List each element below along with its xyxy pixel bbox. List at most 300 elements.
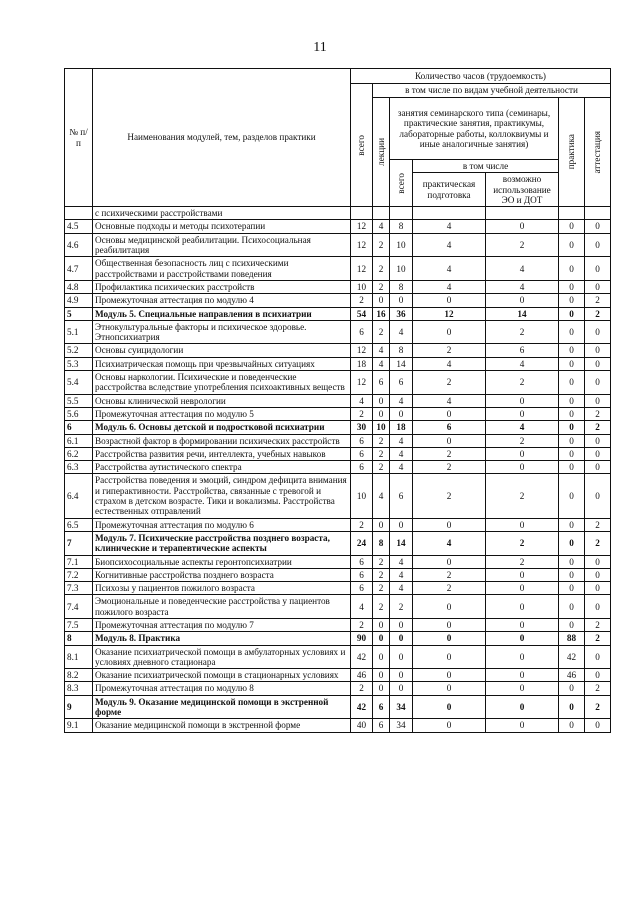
practical-training-hours: 2 bbox=[413, 371, 486, 395]
header-incl-by-activity: в том числе по видам учебной деятельности bbox=[373, 84, 611, 98]
total-hours: 40 bbox=[351, 719, 373, 732]
row-number: 6 bbox=[65, 421, 93, 434]
eo-dot-hours: 2 bbox=[486, 474, 559, 518]
attestation-hours: 2 bbox=[585, 407, 611, 420]
row-title: Оказание психиатрической помощи в стационарных условиях bbox=[93, 669, 351, 682]
practice-hours: 0 bbox=[559, 371, 585, 395]
seminar-hours: 8 bbox=[390, 220, 413, 233]
total-hours: 2 bbox=[351, 518, 373, 531]
eo-dot-hours: 4 bbox=[486, 257, 559, 281]
total-hours: 4 bbox=[351, 394, 373, 407]
table-row bbox=[65, 531, 611, 555]
attestation-hours: 0 bbox=[585, 595, 611, 619]
total-hours: 2 bbox=[351, 407, 373, 420]
table-row bbox=[65, 682, 611, 695]
attestation-hours: 2 bbox=[585, 632, 611, 645]
row-number bbox=[65, 207, 93, 220]
header-seminar: занятия семинарского типа (семинары, практические занятия, практикумы, лабораторные работы, коллоквиумы и иные аналогичные занятия) bbox=[390, 98, 559, 160]
attestation-hours: 0 bbox=[585, 461, 611, 474]
lecture-hours: 0 bbox=[373, 669, 390, 682]
lecture-hours: 8 bbox=[373, 531, 390, 555]
total-hours: 6 bbox=[351, 568, 373, 581]
practice-hours: 0 bbox=[559, 394, 585, 407]
total-hours: 6 bbox=[351, 447, 373, 460]
total-hours: 2 bbox=[351, 682, 373, 695]
table-row bbox=[65, 434, 611, 447]
row-number: 7.3 bbox=[65, 582, 93, 595]
row-number: 5.1 bbox=[65, 320, 93, 344]
eo-dot-hours: 0 bbox=[486, 682, 559, 695]
eo-dot-hours: 0 bbox=[486, 695, 559, 719]
practical-training-hours: 4 bbox=[413, 357, 486, 370]
practice-hours: 0 bbox=[559, 294, 585, 307]
table-row bbox=[65, 421, 611, 434]
page-number: 11 bbox=[313, 40, 327, 55]
table-row bbox=[65, 257, 611, 281]
practical-training-hours: 12 bbox=[413, 307, 486, 320]
eo-dot-hours: 4 bbox=[486, 357, 559, 370]
lecture-hours: 0 bbox=[373, 645, 390, 669]
eo-dot-hours: 0 bbox=[486, 618, 559, 631]
seminar-hours: 4 bbox=[390, 582, 413, 595]
attestation-hours: 0 bbox=[585, 645, 611, 669]
practice-hours: 42 bbox=[559, 645, 585, 669]
row-title: Модуль 7. Психические расстройства позднего возраста, клинические и терапевтические аспекты bbox=[93, 531, 351, 555]
attestation-hours: 0 bbox=[585, 555, 611, 568]
seminar-hours: 4 bbox=[390, 434, 413, 447]
practical-training-hours: 0 bbox=[413, 294, 486, 307]
practice-hours: 0 bbox=[559, 719, 585, 732]
attestation-hours: 0 bbox=[585, 220, 611, 233]
row-title: Промежуточная аттестация по модулю 4 bbox=[93, 294, 351, 307]
seminar-hours: 4 bbox=[390, 555, 413, 568]
total-hours: 90 bbox=[351, 632, 373, 645]
table-row bbox=[65, 371, 611, 395]
seminar-hours: 4 bbox=[390, 320, 413, 344]
header-practice: практика bbox=[566, 134, 577, 170]
seminar-hours: 18 bbox=[390, 421, 413, 434]
attestation-hours: 0 bbox=[585, 280, 611, 293]
table-row bbox=[65, 461, 611, 474]
eo-dot-hours: 0 bbox=[486, 669, 559, 682]
practical-training-hours: 4 bbox=[413, 220, 486, 233]
total-hours: 4 bbox=[351, 595, 373, 619]
practical-training-hours: 0 bbox=[413, 645, 486, 669]
row-number: 7.4 bbox=[65, 595, 93, 619]
lecture-hours: 0 bbox=[373, 394, 390, 407]
row-title: Модуль 5. Специальные направления в психиатрии bbox=[93, 307, 351, 320]
eo-dot-hours: 0 bbox=[486, 595, 559, 619]
practical-training-hours: 4 bbox=[413, 531, 486, 555]
row-number: 4.6 bbox=[65, 233, 93, 257]
lecture-hours: 2 bbox=[373, 320, 390, 344]
total-hours: 12 bbox=[351, 344, 373, 357]
lecture-hours: 0 bbox=[373, 294, 390, 307]
row-title: Основы клинической неврологии bbox=[93, 394, 351, 407]
practical-training-hours: 4 bbox=[413, 394, 486, 407]
lecture-hours: 2 bbox=[373, 582, 390, 595]
attestation-hours: 2 bbox=[585, 421, 611, 434]
eo-dot-hours: 0 bbox=[486, 568, 559, 581]
practical-training-hours: 2 bbox=[413, 568, 486, 581]
practice-hours: 0 bbox=[559, 320, 585, 344]
seminar-hours: 14 bbox=[390, 531, 413, 555]
lecture-hours: 2 bbox=[373, 568, 390, 581]
header-practical: практическая подготовка bbox=[413, 173, 486, 207]
total-hours: 2 bbox=[351, 294, 373, 307]
lecture-hours: 6 bbox=[373, 695, 390, 719]
attestation-hours: 0 bbox=[585, 233, 611, 257]
eo-dot-hours: 0 bbox=[486, 461, 559, 474]
row-title: Основы медицинской реабилитации. Психосоциальная реабилитация bbox=[93, 233, 351, 257]
row-number: 9.1 bbox=[65, 719, 93, 732]
curriculum-table bbox=[64, 68, 611, 733]
lecture-hours bbox=[373, 207, 390, 220]
practice-hours: 0 bbox=[559, 233, 585, 257]
header-num: № п/п bbox=[65, 69, 93, 207]
total-hours: 6 bbox=[351, 461, 373, 474]
header-attestation-cell bbox=[585, 98, 611, 207]
eo-dot-hours: 2 bbox=[486, 320, 559, 344]
eo-dot-hours: 2 bbox=[486, 531, 559, 555]
attestation-hours: 0 bbox=[585, 344, 611, 357]
attestation-hours: 0 bbox=[585, 320, 611, 344]
practical-training-hours: 0 bbox=[413, 320, 486, 344]
practice-hours: 46 bbox=[559, 669, 585, 682]
row-title: Возрастной фактор в формировании психических расстройств bbox=[93, 434, 351, 447]
lecture-hours: 0 bbox=[373, 682, 390, 695]
eo-dot-hours: 2 bbox=[486, 233, 559, 257]
practice-hours: 0 bbox=[559, 421, 585, 434]
total-hours: 2 bbox=[351, 618, 373, 631]
total-hours: 6 bbox=[351, 555, 373, 568]
header-name: Наименования модулей, тем, разделов практики bbox=[93, 69, 351, 207]
table-row bbox=[65, 220, 611, 233]
attestation-hours: 0 bbox=[585, 371, 611, 395]
row-title: Модуль 8. Практика bbox=[93, 632, 351, 645]
row-number: 5.6 bbox=[65, 407, 93, 420]
row-title: Общественная безопасность лиц с психическими расстройствами и расстройствами поведения bbox=[93, 257, 351, 281]
attestation-hours: 0 bbox=[585, 257, 611, 281]
table-row bbox=[65, 669, 611, 682]
practice-hours: 0 bbox=[559, 434, 585, 447]
row-title: Основные подходы и методы психотерапии bbox=[93, 220, 351, 233]
practice-hours: 0 bbox=[559, 595, 585, 619]
eo-dot-hours bbox=[486, 207, 559, 220]
practical-training-hours: 0 bbox=[413, 595, 486, 619]
practice-hours: 0 bbox=[559, 307, 585, 320]
header-sem-total-cell bbox=[390, 160, 413, 207]
practice-hours: 0 bbox=[559, 280, 585, 293]
total-hours: 12 bbox=[351, 233, 373, 257]
practice-hours: 0 bbox=[559, 531, 585, 555]
row-number: 9 bbox=[65, 695, 93, 719]
row-number: 4.8 bbox=[65, 280, 93, 293]
lecture-hours: 2 bbox=[373, 595, 390, 619]
table-row bbox=[65, 555, 611, 568]
lecture-hours: 10 bbox=[373, 421, 390, 434]
practice-hours: 0 bbox=[559, 407, 585, 420]
row-number: 7 bbox=[65, 531, 93, 555]
lecture-hours: 2 bbox=[373, 461, 390, 474]
practice-hours: 0 bbox=[559, 344, 585, 357]
row-number: 7.1 bbox=[65, 555, 93, 568]
seminar-hours: 4 bbox=[390, 394, 413, 407]
row-number: 8.2 bbox=[65, 669, 93, 682]
practical-training-hours: 4 bbox=[413, 233, 486, 257]
table-row bbox=[65, 307, 611, 320]
seminar-hours: 6 bbox=[390, 474, 413, 518]
practice-hours: 0 bbox=[559, 518, 585, 531]
seminar-hours: 4 bbox=[390, 461, 413, 474]
row-title: Промежуточная аттестация по модулю 8 bbox=[93, 682, 351, 695]
practical-training-hours: 0 bbox=[413, 555, 486, 568]
eo-dot-hours: 0 bbox=[486, 394, 559, 407]
table-header bbox=[65, 69, 611, 207]
total-hours: 6 bbox=[351, 582, 373, 595]
practical-training-hours: 6 bbox=[413, 421, 486, 434]
total-hours: 54 bbox=[351, 307, 373, 320]
seminar-hours: 4 bbox=[390, 447, 413, 460]
table-row bbox=[65, 394, 611, 407]
attestation-hours: 0 bbox=[585, 582, 611, 595]
table-row bbox=[65, 474, 611, 518]
lecture-hours: 2 bbox=[373, 447, 390, 460]
practical-training-hours: 0 bbox=[413, 518, 486, 531]
row-number: 6.2 bbox=[65, 447, 93, 460]
total-hours: 12 bbox=[351, 371, 373, 395]
total-hours: 42 bbox=[351, 695, 373, 719]
total-hours: 10 bbox=[351, 474, 373, 518]
table-row bbox=[65, 618, 611, 631]
attestation-hours: 2 bbox=[585, 307, 611, 320]
row-number: 6.4 bbox=[65, 474, 93, 518]
lecture-hours: 6 bbox=[373, 371, 390, 395]
row-number: 6.3 bbox=[65, 461, 93, 474]
practice-hours: 0 bbox=[559, 582, 585, 595]
eo-dot-hours: 4 bbox=[486, 421, 559, 434]
header-incl: в том числе bbox=[413, 160, 559, 173]
seminar-hours: 0 bbox=[390, 518, 413, 531]
practical-training-hours: 2 bbox=[413, 474, 486, 518]
header-lectures: лекции bbox=[375, 138, 386, 167]
row-title: Когнитивные расстройства позднего возраста bbox=[93, 568, 351, 581]
row-number: 8 bbox=[65, 632, 93, 645]
eo-dot-hours: 2 bbox=[486, 434, 559, 447]
eo-dot-hours: 6 bbox=[486, 344, 559, 357]
row-title: Оказание психиатрической помощи в амбулаторных условиях и условиях дневного стационара bbox=[93, 645, 351, 669]
lecture-hours: 0 bbox=[373, 618, 390, 631]
header-lectures-cell bbox=[373, 98, 390, 207]
seminar-hours: 2 bbox=[390, 595, 413, 619]
row-number: 7.2 bbox=[65, 568, 93, 581]
row-title: Биопсихосоциальные аспекты геронтопсихиатрии bbox=[93, 555, 351, 568]
lecture-hours: 16 bbox=[373, 307, 390, 320]
eo-dot-hours: 4 bbox=[486, 280, 559, 293]
lecture-hours: 2 bbox=[373, 280, 390, 293]
row-title: Расстройства поведения и эмоций, синдром дефицита внимания и гиперактивности. Расстройства, связанные с тревогой и страхом в детском возрасте. Тики и вокализмы. Расстройства естественных отправлений bbox=[93, 474, 351, 518]
practical-training-hours: 0 bbox=[413, 632, 486, 645]
seminar-hours: 0 bbox=[390, 682, 413, 695]
practice-hours: 0 bbox=[559, 357, 585, 370]
total-hours: 42 bbox=[351, 645, 373, 669]
practical-training-hours bbox=[413, 207, 486, 220]
seminar-hours: 0 bbox=[390, 669, 413, 682]
table-row bbox=[65, 280, 611, 293]
lecture-hours: 2 bbox=[373, 555, 390, 568]
practical-training-hours: 0 bbox=[413, 618, 486, 631]
attestation-hours: 2 bbox=[585, 531, 611, 555]
practical-training-hours: 0 bbox=[413, 695, 486, 719]
practice-hours: 88 bbox=[559, 632, 585, 645]
row-title: Эмоциональные и поведенческие расстройства у пациентов пожилого возраста bbox=[93, 595, 351, 619]
total-hours: 6 bbox=[351, 434, 373, 447]
row-number: 5.4 bbox=[65, 371, 93, 395]
eo-dot-hours: 0 bbox=[486, 719, 559, 732]
attestation-hours: 2 bbox=[585, 518, 611, 531]
eo-dot-hours: 0 bbox=[486, 518, 559, 531]
row-number: 8.3 bbox=[65, 682, 93, 695]
practice-hours: 0 bbox=[559, 695, 585, 719]
lecture-hours: 2 bbox=[373, 233, 390, 257]
table-row bbox=[65, 568, 611, 581]
seminar-hours: 0 bbox=[390, 632, 413, 645]
table-row bbox=[65, 407, 611, 420]
lecture-hours: 4 bbox=[373, 220, 390, 233]
total-hours: 12 bbox=[351, 257, 373, 281]
practice-hours: 0 bbox=[559, 474, 585, 518]
table-row bbox=[65, 233, 611, 257]
attestation-hours: 0 bbox=[585, 357, 611, 370]
seminar-hours: 10 bbox=[390, 233, 413, 257]
row-number: 6.5 bbox=[65, 518, 93, 531]
row-number: 5.3 bbox=[65, 357, 93, 370]
lecture-hours: 4 bbox=[373, 474, 390, 518]
eo-dot-hours: 14 bbox=[486, 307, 559, 320]
row-title: Промежуточная аттестация по модулю 7 bbox=[93, 618, 351, 631]
table-row bbox=[65, 595, 611, 619]
row-number: 4.9 bbox=[65, 294, 93, 307]
eo-dot-hours: 0 bbox=[486, 645, 559, 669]
row-number: 6.1 bbox=[65, 434, 93, 447]
practical-training-hours: 0 bbox=[413, 682, 486, 695]
header-practice-cell bbox=[559, 98, 585, 207]
row-title: Модуль 9. Оказание медицинской помощи в экстренной форме bbox=[93, 695, 351, 719]
attestation-hours: 0 bbox=[585, 434, 611, 447]
eo-dot-hours: 2 bbox=[486, 555, 559, 568]
seminar-hours: 14 bbox=[390, 357, 413, 370]
table-row bbox=[65, 582, 611, 595]
seminar-hours: 4 bbox=[390, 568, 413, 581]
total-hours: 18 bbox=[351, 357, 373, 370]
attestation-hours: 0 bbox=[585, 669, 611, 682]
practice-hours: 0 bbox=[559, 257, 585, 281]
practical-training-hours: 4 bbox=[413, 280, 486, 293]
seminar-hours: 6 bbox=[390, 371, 413, 395]
lecture-hours: 0 bbox=[373, 518, 390, 531]
row-title: Этнокультуральные факторы и психическое здоровье. Этнопсихиатрия bbox=[93, 320, 351, 344]
row-number: 8.1 bbox=[65, 645, 93, 669]
total-hours: 24 bbox=[351, 531, 373, 555]
row-number: 5.5 bbox=[65, 394, 93, 407]
row-title: с психическими расстройствами bbox=[93, 207, 351, 220]
practice-hours: 0 bbox=[559, 682, 585, 695]
row-number: 4.7 bbox=[65, 257, 93, 281]
table-row bbox=[65, 719, 611, 732]
row-number: 4.5 bbox=[65, 220, 93, 233]
seminar-hours bbox=[390, 207, 413, 220]
table-row bbox=[65, 320, 611, 344]
table-body bbox=[65, 207, 611, 732]
practice-hours bbox=[559, 207, 585, 220]
eo-dot-hours: 0 bbox=[486, 447, 559, 460]
row-title: Промежуточная аттестация по модулю 6 bbox=[93, 518, 351, 531]
table-row bbox=[65, 518, 611, 531]
practical-training-hours: 4 bbox=[413, 257, 486, 281]
seminar-hours: 34 bbox=[390, 695, 413, 719]
practical-training-hours: 0 bbox=[413, 719, 486, 732]
total-hours: 6 bbox=[351, 320, 373, 344]
total-hours: 46 bbox=[351, 669, 373, 682]
seminar-hours: 0 bbox=[390, 407, 413, 420]
seminar-hours: 0 bbox=[390, 645, 413, 669]
practical-training-hours: 0 bbox=[413, 669, 486, 682]
table-row bbox=[65, 695, 611, 719]
header-eo-dot: возможно использование ЭО и ДОТ bbox=[486, 173, 559, 207]
lecture-hours: 2 bbox=[373, 434, 390, 447]
lecture-hours: 0 bbox=[373, 407, 390, 420]
attestation-hours: 0 bbox=[585, 719, 611, 732]
lecture-hours: 4 bbox=[373, 344, 390, 357]
attestation-hours: 0 bbox=[585, 447, 611, 460]
seminar-hours: 0 bbox=[390, 294, 413, 307]
row-title: Психозы у пациентов пожилого возраста bbox=[93, 582, 351, 595]
row-number: 5.2 bbox=[65, 344, 93, 357]
attestation-hours: 2 bbox=[585, 618, 611, 631]
total-hours bbox=[351, 207, 373, 220]
seminar-hours: 10 bbox=[390, 257, 413, 281]
practice-hours: 0 bbox=[559, 461, 585, 474]
header-attestation: аттестация bbox=[592, 130, 603, 174]
practice-hours: 0 bbox=[559, 447, 585, 460]
row-number: 5 bbox=[65, 307, 93, 320]
seminar-hours: 34 bbox=[390, 719, 413, 732]
eo-dot-hours: 2 bbox=[486, 371, 559, 395]
row-title: Основы наркологии. Психические и поведенческие расстройства вследствие употребления психоактивных веществ bbox=[93, 371, 351, 395]
seminar-hours: 8 bbox=[390, 280, 413, 293]
header-hours: Количество часов (трудоемкость) bbox=[351, 69, 611, 84]
row-title: Оказание медицинской помощи в экстренной форме bbox=[93, 719, 351, 732]
attestation-hours bbox=[585, 207, 611, 220]
seminar-hours: 8 bbox=[390, 344, 413, 357]
lecture-hours: 6 bbox=[373, 719, 390, 732]
seminar-hours: 0 bbox=[390, 618, 413, 631]
practice-hours: 0 bbox=[559, 555, 585, 568]
practical-training-hours: 2 bbox=[413, 582, 486, 595]
table-row bbox=[65, 447, 611, 460]
attestation-hours: 2 bbox=[585, 294, 611, 307]
eo-dot-hours: 0 bbox=[486, 220, 559, 233]
attestation-hours: 0 bbox=[585, 394, 611, 407]
table-row bbox=[65, 632, 611, 645]
row-title: Расстройства развития речи, интеллекта, учебных навыков bbox=[93, 447, 351, 460]
table-row bbox=[65, 344, 611, 357]
total-hours: 10 bbox=[351, 280, 373, 293]
seminar-hours: 36 bbox=[390, 307, 413, 320]
row-title: Промежуточная аттестация по модулю 5 bbox=[93, 407, 351, 420]
header-total: всего bbox=[356, 134, 367, 156]
table-row bbox=[65, 207, 611, 220]
